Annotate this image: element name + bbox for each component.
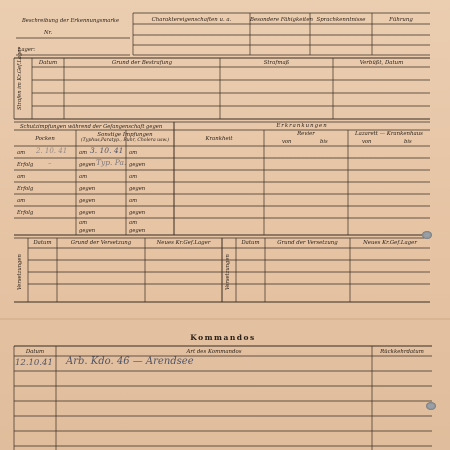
- kommandos-datum: Datum: [25, 349, 45, 355]
- conduct-header: Führung: [389, 17, 413, 23]
- strafen-grund: Grund der Bestrafung: [111, 60, 173, 66]
- vers-grund-2: Grund der Versetzung: [277, 240, 338, 246]
- vers-neues-1: Neues Kr.Gef.Lager: [156, 240, 211, 246]
- hand-kommando-art: Arb. Kdo. 46 — Arendsee: [66, 356, 194, 367]
- pocken-header: Pocken: [35, 136, 55, 142]
- hand-pocken-am: 2. 10. 41: [36, 147, 68, 155]
- impf-row-am-3: am: [17, 198, 26, 204]
- sonst-gegen-4: gegen: [79, 210, 96, 216]
- punch-hole-icon: [422, 231, 432, 239]
- vers-datum-2: Datum: [241, 240, 260, 246]
- lazarett-von: von: [362, 139, 372, 145]
- sonst-am-3: am: [79, 220, 88, 226]
- c3-am-4: am: [129, 220, 138, 226]
- c3-am-1: am: [129, 150, 138, 156]
- punch-hole-icon: [426, 402, 436, 410]
- impf-row-erfolg-3: Erfolg: [17, 210, 34, 216]
- c3-am-2: am: [129, 174, 138, 180]
- kommandos-art: Art des Kommandos: [186, 349, 242, 355]
- hand-sonst-am: 3. 10. 41: [90, 146, 124, 155]
- languages-header: Sprachkenntnisse: [316, 17, 366, 23]
- impf-row-am-1: am: [17, 150, 26, 156]
- strafen-verbuesst: Verbüßt, Datum: [359, 60, 404, 66]
- impf-header: Schutzimpfungen während der Gefangenschaft gegen: [20, 124, 163, 130]
- impf-row-erfolg-1: Erfolg: [17, 162, 34, 168]
- strafen-datum: Datum: [38, 60, 58, 66]
- kommandos-rueck: Rückkehrdatum: [380, 349, 424, 355]
- impf-row-erfolg-2: Erfolg: [17, 186, 34, 192]
- strafen-side-label: Strafen im Kr.Gef.Lager: [17, 47, 23, 110]
- c3-am-3: am: [129, 198, 138, 204]
- sonst-gegen-1: gegen: [79, 162, 96, 168]
- lazarett-bis: bis: [404, 139, 412, 145]
- vers-grund-1: Grund der Versetzung: [70, 240, 132, 246]
- sonstige-sub: (Typhus,Paratyp., Ruhr, Cholera usw.): [80, 138, 170, 143]
- hand-pocken-erfolg: –: [48, 159, 52, 167]
- c3-gegen-4: gegen: [129, 228, 146, 234]
- strafen-strafmass: Strafmaß: [263, 60, 290, 66]
- sonstige-header: Sonstige Impfungen: [97, 132, 153, 138]
- hand-sonst-gegen: Typ. Pa.: [96, 158, 127, 167]
- nr-label: Nr.: [44, 30, 53, 36]
- character-header: Charaktereigenschaften u. a.: [151, 17, 232, 23]
- kommandos-title: Kommandos: [190, 333, 256, 342]
- c3-gegen-3: gegen: [129, 210, 146, 216]
- sonst-am-2: am: [79, 174, 88, 180]
- sonst-gegen-5: gegen: [79, 228, 96, 234]
- revier-bis: bis: [320, 139, 328, 145]
- hand-kommando-datum: 12.10.41: [15, 358, 53, 368]
- sonst-am-1: am: [79, 150, 88, 156]
- revier-header: Revier: [297, 131, 315, 137]
- c3-gegen-1: gegen: [129, 162, 146, 168]
- description-label: Beschreibung der Erkennungsmarke: [22, 18, 120, 24]
- krankheit-header: Krankheit: [205, 136, 233, 142]
- versetzungen-side-label-right: Versetzungen: [225, 254, 231, 290]
- sonst-gegen-3: gegen: [79, 198, 96, 204]
- sonst-gegen-2: gegen: [79, 186, 96, 192]
- vers-neues-2: Neues Kr.Gef.Lager: [363, 240, 417, 246]
- abilities-header: Besondere Fähigkeiten: [250, 17, 313, 23]
- revier-von: von: [282, 139, 292, 145]
- versetzungen-side-label-left: Versetzungen: [17, 254, 23, 290]
- lager-label: Lager:: [18, 47, 36, 53]
- impf-row-am-2: am: [17, 174, 26, 180]
- erkrankungen-header: Erkrankungen: [276, 123, 328, 129]
- lazarett-header: Lazarett — Krankenhaus: [355, 131, 423, 137]
- vers-datum-1: Datum: [33, 240, 52, 246]
- c3-gegen-2: gegen: [129, 186, 146, 192]
